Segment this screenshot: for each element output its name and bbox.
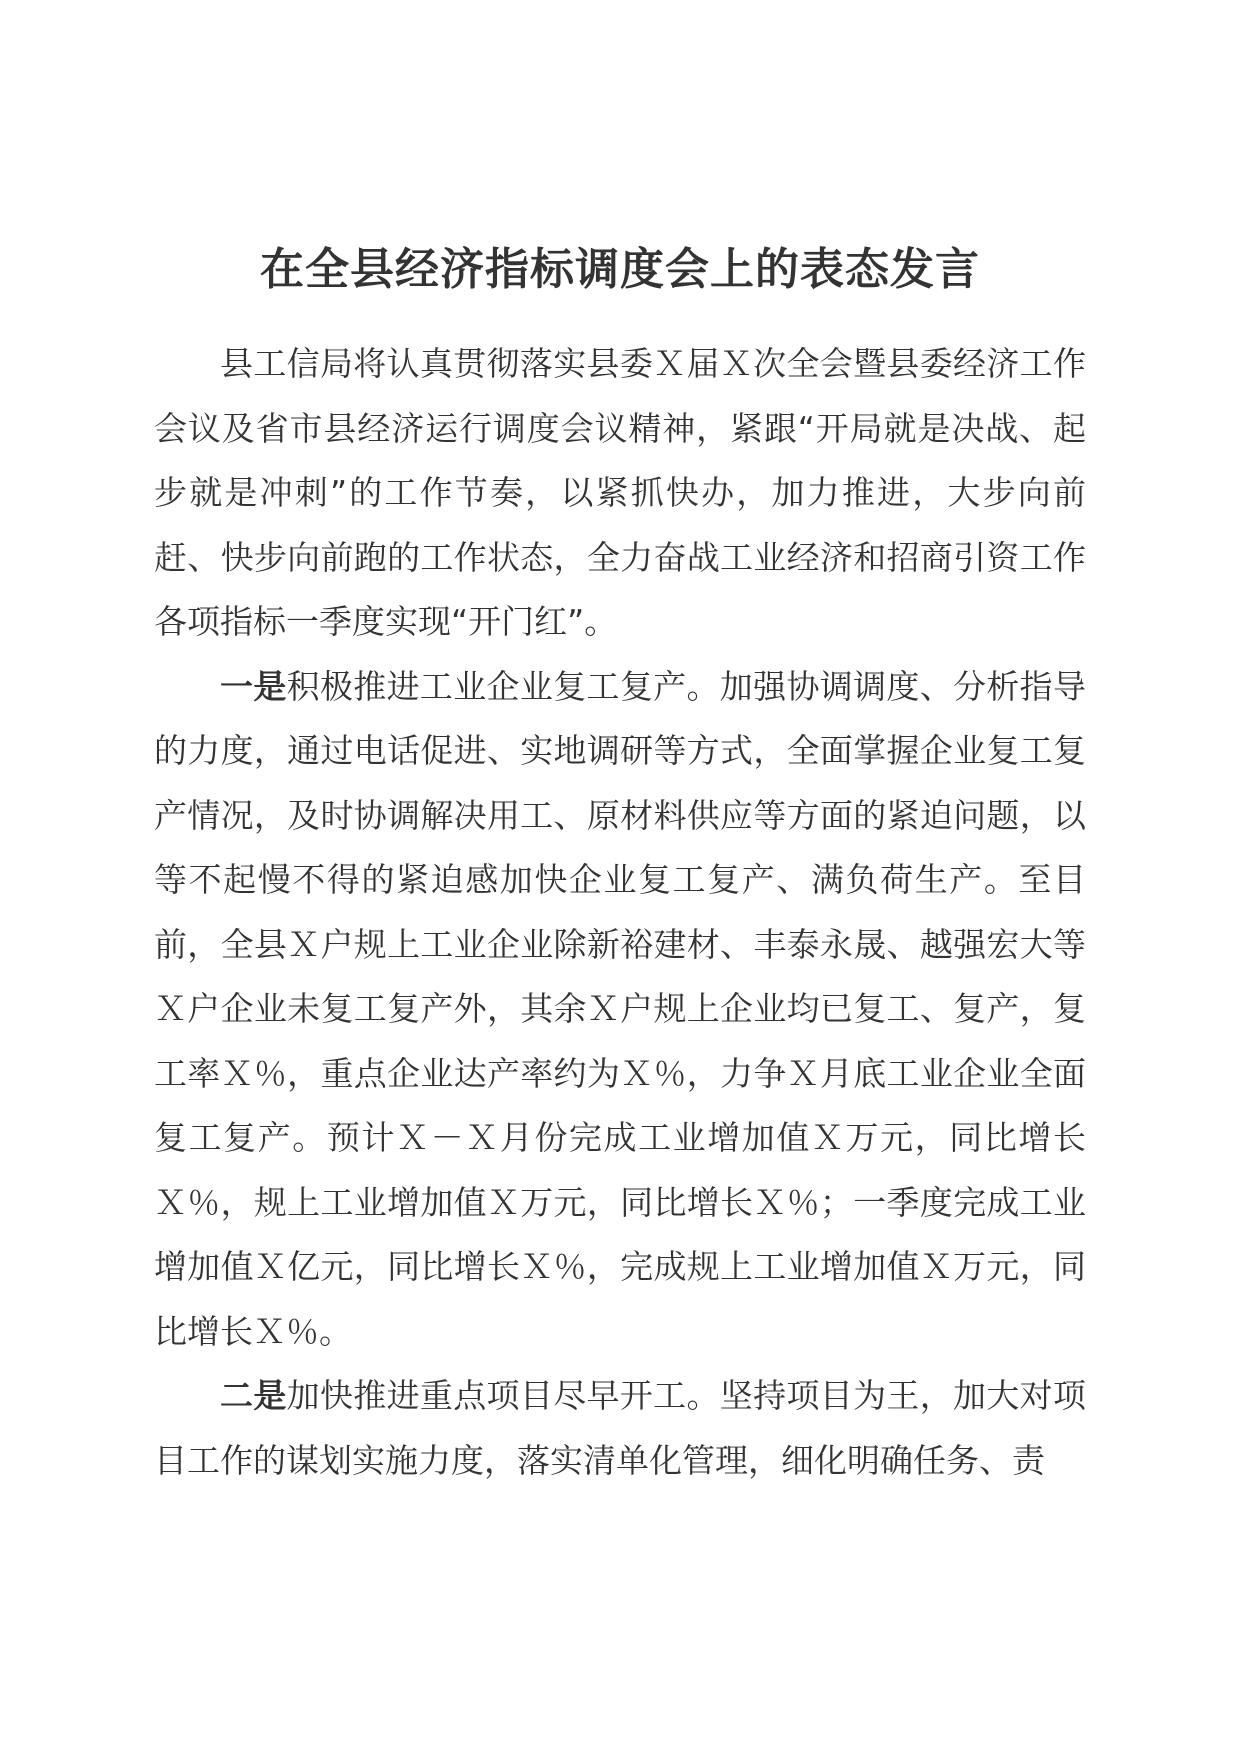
paragraph-text: 积极推进工业企业复工复产。加强协调调度、分析指导的力度，通过电话促进、实地调研等方式，全面掌握企业复工复产情况，及时协调解决用工、原材料供应等方面的紧迫问题，以等不起慢不得的紧迫感加快企业复工复产、满负荷生产。至目前，全县Ｘ户规上工业企业除新裕建材、丰泰永晟、越强宏大等Ｘ户企业未复工复产外，其余Ｘ户规上企业均已复工、复产，复工率Ｘ％，重点企业达产率约为Ｘ％，力争Ｘ月底工业企业全面复工复产。预计Ｘ－Ｘ月份完成工业增加值Ｘ万元，同比增长Ｘ％，规上工业增加值Ｘ万元，同比增长Ｘ％；一季度完成工业增加值Ｘ亿元，同比增长Ｘ％，完成规上工业增加值Ｘ万元，同比增长Ｘ％。 (154, 666, 1087, 1351)
paragraph-text: 县工信局将认真贯彻落实县委Ｘ届Ｘ次全会暨县委经济工作会议及省市县经济运行调度会议精神，紧跟“开局就是决战、起步就是冲刺”的工作节奏，以紧抓快办，加力推进，大步向前赶、快步向前跑的工作状态，全力奋战工业经济和招商引资工作各项指标一季度实现“开门红”。 (154, 344, 1087, 641)
paragraph-lead: 二是 (220, 1376, 287, 1415)
paragraph-text: 加快推进重点项目尽早开工。坚持项目为王，加大对项目工作的谋划实施力度，落实清单化管理，细化明确任务、责 (154, 1376, 1087, 1480)
paragraph-point-one (154, 655, 1086, 1365)
paragraph-lead: 一是 (220, 666, 287, 706)
paragraph-point-two (154, 1364, 1086, 1493)
paragraph-intro (154, 332, 1086, 655)
document-title: 在全县经济指标调度会上的表态发言 (260, 244, 980, 295)
document-body (154, 332, 1086, 1493)
